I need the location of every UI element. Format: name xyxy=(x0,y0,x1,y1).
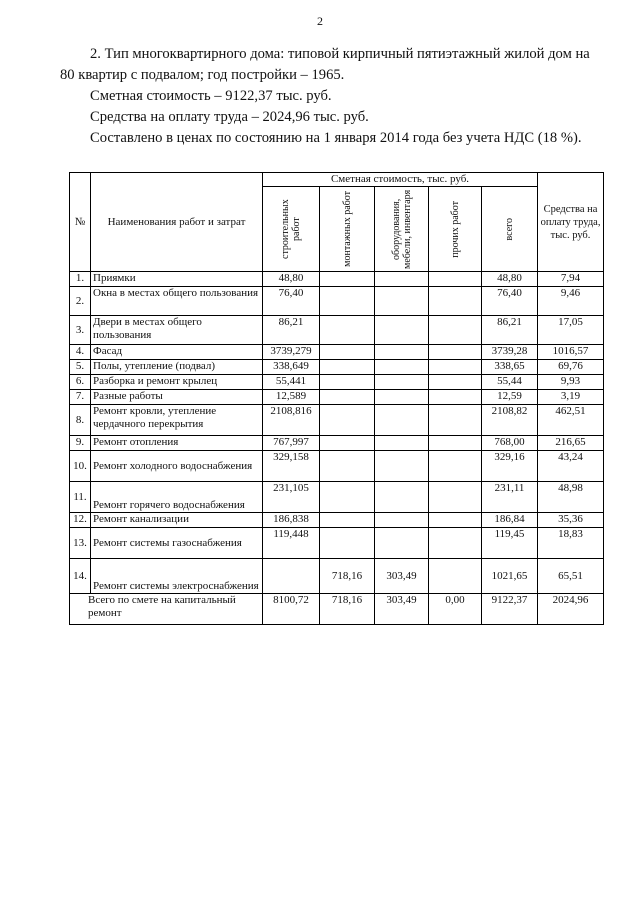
cell-construction: 186,838 xyxy=(263,513,320,528)
cell-wages: 35,36 xyxy=(538,513,604,528)
cell-equipment xyxy=(375,482,429,513)
header-estimated-cost-group: Сметная стоимость, тыс. руб. xyxy=(263,173,538,187)
cell-construction: 338,649 xyxy=(263,360,320,375)
cell-other xyxy=(429,316,482,345)
cell-wages: 3,19 xyxy=(538,390,604,405)
row-name: Двери в местах общего пользования xyxy=(91,316,263,345)
header-wages: Средства на оплату труда, тыс. руб. xyxy=(538,173,604,272)
cell-construction: 329,158 xyxy=(263,451,320,482)
cell-wages: 48,98 xyxy=(538,482,604,513)
row-name: Полы, утепление (подвал) xyxy=(91,360,263,375)
cell-other xyxy=(429,345,482,360)
header-other: прочих работ xyxy=(429,187,482,272)
total-label: Всего по смете на капитальный ремонт xyxy=(70,594,263,625)
cell-total: 2108,82 xyxy=(482,405,538,436)
cell-construction: 55,441 xyxy=(263,375,320,390)
row-number: 6. xyxy=(70,375,91,390)
cell-wages: 462,51 xyxy=(538,405,604,436)
cell-equipment xyxy=(375,375,429,390)
row-name: Ремонт системы электроснабжения xyxy=(91,559,263,594)
cell-other xyxy=(429,360,482,375)
cell-total: 338,65 xyxy=(482,360,538,375)
building-type-paragraph: 2. Тип многоквартирного дома: типовой кирпичный пятиэтажный жилой дом на 80 квартир с подвалом; год постройки – 1965. xyxy=(60,46,590,83)
cell-wages: 43,24 xyxy=(538,451,604,482)
row-number: 4. xyxy=(70,345,91,360)
cell-installation xyxy=(320,272,375,287)
cell-total: 55,44 xyxy=(482,375,538,390)
cell-other xyxy=(429,272,482,287)
row-name: Приямки xyxy=(91,272,263,287)
cell-installation xyxy=(320,528,375,559)
table-row xyxy=(70,528,604,559)
total-other: 0,00 xyxy=(429,594,482,625)
cell-other xyxy=(429,482,482,513)
cell-total: 1021,65 xyxy=(482,559,538,594)
row-number: 8. xyxy=(70,405,91,436)
cell-installation xyxy=(320,375,375,390)
cell-total: 12,59 xyxy=(482,390,538,405)
cell-wages: 69,76 xyxy=(538,360,604,375)
cell-installation xyxy=(320,345,375,360)
cell-construction: 767,997 xyxy=(263,436,320,451)
cell-construction: 2108,816 xyxy=(263,405,320,436)
row-number: 10. xyxy=(70,451,91,482)
cell-construction: 231,105 xyxy=(263,482,320,513)
cell-installation xyxy=(320,405,375,436)
row-name: Разные работы xyxy=(91,390,263,405)
cell-other xyxy=(429,375,482,390)
cell-wages: 7,94 xyxy=(538,272,604,287)
row-name: Ремонт кровли, утепление чердачного перекрытия xyxy=(91,405,263,436)
row-number: 9. xyxy=(70,436,91,451)
row-name: Ремонт системы газоснабжения xyxy=(91,528,263,559)
row-name: Окна в местах общего пользования xyxy=(91,287,263,316)
estimated-cost-line: Сметная стоимость – 9122,37 тыс. руб. xyxy=(90,88,332,104)
cell-wages: 1016,57 xyxy=(538,345,604,360)
cell-construction: 86,21 xyxy=(263,316,320,345)
row-number: 12. xyxy=(70,513,91,528)
cell-installation xyxy=(320,287,375,316)
cell-equipment xyxy=(375,436,429,451)
header-name: Наименования работ и затрат xyxy=(91,173,263,272)
total-equipment: 303,49 xyxy=(375,594,429,625)
cell-wages: 216,65 xyxy=(538,436,604,451)
table-row xyxy=(70,272,604,287)
header-installation: монтажных работ xyxy=(320,187,375,272)
cell-construction xyxy=(263,559,320,594)
header-number: № xyxy=(70,173,91,272)
cell-total: 768,00 xyxy=(482,436,538,451)
table-row xyxy=(70,405,604,436)
cell-construction: 76,40 xyxy=(263,287,320,316)
row-number: 2. xyxy=(70,287,91,316)
row-name: Ремонт канализации xyxy=(91,513,263,528)
total-wages: 2024,96 xyxy=(538,594,604,625)
row-name: Ремонт горячего водоснабжения xyxy=(91,482,263,513)
row-name: Ремонт отопления xyxy=(91,436,263,451)
row-number: 11. xyxy=(70,482,91,513)
row-number: 3. xyxy=(70,316,91,345)
cell-wages: 18,83 xyxy=(538,528,604,559)
cell-construction: 12,589 xyxy=(263,390,320,405)
cell-other xyxy=(429,390,482,405)
cell-total: 231,11 xyxy=(482,482,538,513)
cell-wages: 9,93 xyxy=(538,375,604,390)
cell-installation xyxy=(320,360,375,375)
cell-equipment xyxy=(375,345,429,360)
wages-line: Средства на оплату труда – 2024,96 тыс. руб. xyxy=(90,109,369,125)
cell-equipment xyxy=(375,405,429,436)
table-row xyxy=(70,287,604,316)
cell-equipment xyxy=(375,528,429,559)
cell-other xyxy=(429,451,482,482)
cell-construction: 119,448 xyxy=(263,528,320,559)
cell-other xyxy=(429,559,482,594)
table-row xyxy=(70,360,604,375)
table-row xyxy=(70,390,604,405)
cell-construction: 48,80 xyxy=(263,272,320,287)
header-equipment: оборудования, мебели, инвентаря xyxy=(375,187,429,272)
table-row xyxy=(70,451,604,482)
header-total: всего xyxy=(482,187,538,272)
cell-equipment xyxy=(375,287,429,316)
cell-other xyxy=(429,528,482,559)
cell-wages: 9,46 xyxy=(538,287,604,316)
row-number: 7. xyxy=(70,390,91,405)
cell-total: 186,84 xyxy=(482,513,538,528)
cell-wages: 17,05 xyxy=(538,316,604,345)
cell-equipment xyxy=(375,272,429,287)
cell-total: 329,16 xyxy=(482,451,538,482)
estimate-table xyxy=(69,172,604,625)
cell-equipment xyxy=(375,513,429,528)
cell-other xyxy=(429,405,482,436)
cell-total: 119,45 xyxy=(482,528,538,559)
cell-installation: 718,16 xyxy=(320,559,375,594)
cell-installation xyxy=(320,451,375,482)
total-total: 9122,37 xyxy=(482,594,538,625)
total-construction: 8100,72 xyxy=(263,594,320,625)
cell-equipment xyxy=(375,316,429,345)
cell-total: 76,40 xyxy=(482,287,538,316)
cell-total: 48,80 xyxy=(482,272,538,287)
table-row xyxy=(70,559,604,594)
table-row xyxy=(70,436,604,451)
header-construction: строительных работ xyxy=(263,187,320,272)
page-number: 2 xyxy=(317,14,323,28)
cell-equipment: 303,49 xyxy=(375,559,429,594)
table-row xyxy=(70,345,604,360)
cell-installation xyxy=(320,436,375,451)
row-name: Разборка и ремонт крылец xyxy=(91,375,263,390)
cell-other xyxy=(429,436,482,451)
cell-equipment xyxy=(375,451,429,482)
cell-total: 86,21 xyxy=(482,316,538,345)
cell-installation xyxy=(320,316,375,345)
cell-total: 3739,28 xyxy=(482,345,538,360)
total-installation: 718,16 xyxy=(320,594,375,625)
cell-construction: 3739,279 xyxy=(263,345,320,360)
price-basis-line: Составлено в ценах по состоянию на 1 января 2014 года без учета НДС (18 %). xyxy=(90,130,582,146)
row-number: 5. xyxy=(70,360,91,375)
total-row xyxy=(70,594,604,625)
row-name: Ремонт холодного водоснабжения xyxy=(91,451,263,482)
cell-wages: 65,51 xyxy=(538,559,604,594)
table-row xyxy=(70,375,604,390)
row-number: 14. xyxy=(70,559,91,594)
row-number: 1. xyxy=(70,272,91,287)
cell-other xyxy=(429,287,482,316)
cell-other xyxy=(429,513,482,528)
row-name: Фасад xyxy=(91,345,263,360)
table-row xyxy=(70,482,604,513)
table-row xyxy=(70,316,604,345)
table-row xyxy=(70,513,604,528)
row-number: 13. xyxy=(70,528,91,559)
cell-equipment xyxy=(375,360,429,375)
cell-installation xyxy=(320,390,375,405)
cell-installation xyxy=(320,482,375,513)
cell-equipment xyxy=(375,390,429,405)
cell-installation xyxy=(320,513,375,528)
